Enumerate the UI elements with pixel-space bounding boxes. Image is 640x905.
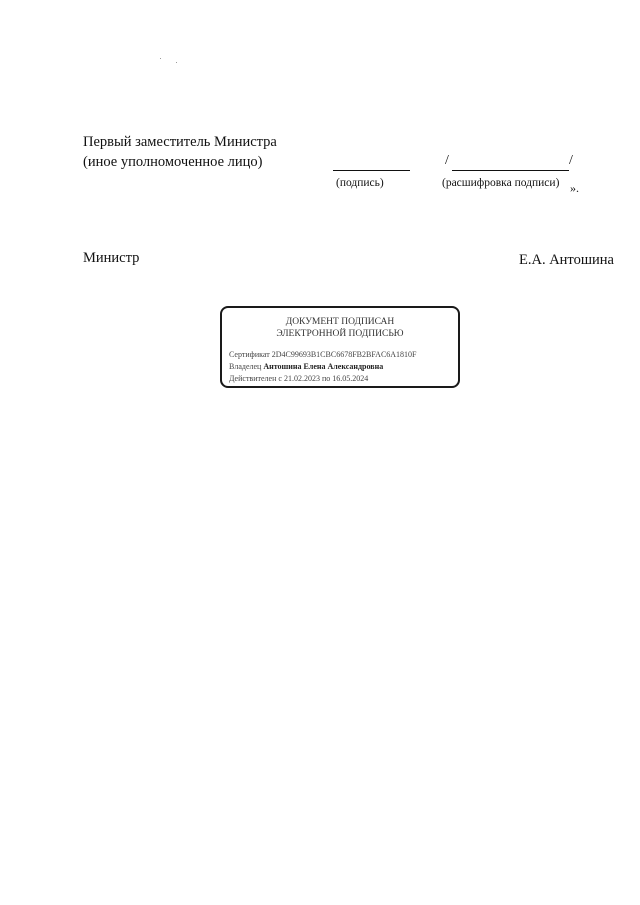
owner-label: Владелец bbox=[229, 362, 262, 371]
authorized-person-note: (иное уполномоченное лицо) bbox=[83, 154, 263, 170]
decode-line bbox=[452, 170, 569, 171]
validity-to-word: по bbox=[321, 374, 331, 383]
validity-from-date: 21.02.2023 bbox=[283, 374, 320, 383]
validity-label: Действителен bbox=[229, 374, 277, 383]
certificate-value: 2D4C99693B1CBC6678FB2BFAC6A1810F bbox=[271, 350, 417, 359]
e-signature-stamp bbox=[220, 306, 460, 388]
certificate-label: Сертификат bbox=[229, 350, 270, 359]
validity-from-word: с bbox=[278, 374, 282, 383]
stamp-heading-line2: ЭЛЕКТРОННОЙ ПОДПИСЬЮ bbox=[276, 329, 404, 339]
stamp-certificate-row bbox=[229, 350, 417, 359]
stamp-validity-row bbox=[229, 374, 368, 383]
decode-caption: (расшифровка подписи) bbox=[442, 177, 560, 189]
minister-title: Министр bbox=[83, 250, 140, 266]
decode-slash-close: / bbox=[569, 153, 573, 168]
closing-quote: ». bbox=[570, 181, 579, 195]
signature-line bbox=[333, 170, 410, 171]
owner-value: Антошина Елена Александровна bbox=[263, 362, 384, 371]
minister-name: Е.А. Антошина bbox=[519, 252, 614, 268]
validity-to-date: 16.05.2024 bbox=[332, 374, 369, 383]
decode-slash-open: / bbox=[445, 153, 449, 168]
deputy-minister-title: Первый заместитель Министра bbox=[83, 134, 277, 150]
stamp-owner-row bbox=[229, 362, 383, 371]
signature-caption: (подпись) bbox=[336, 177, 384, 189]
stamp-heading-line1: ДОКУМЕНТ ПОДПИСАН bbox=[285, 317, 395, 327]
